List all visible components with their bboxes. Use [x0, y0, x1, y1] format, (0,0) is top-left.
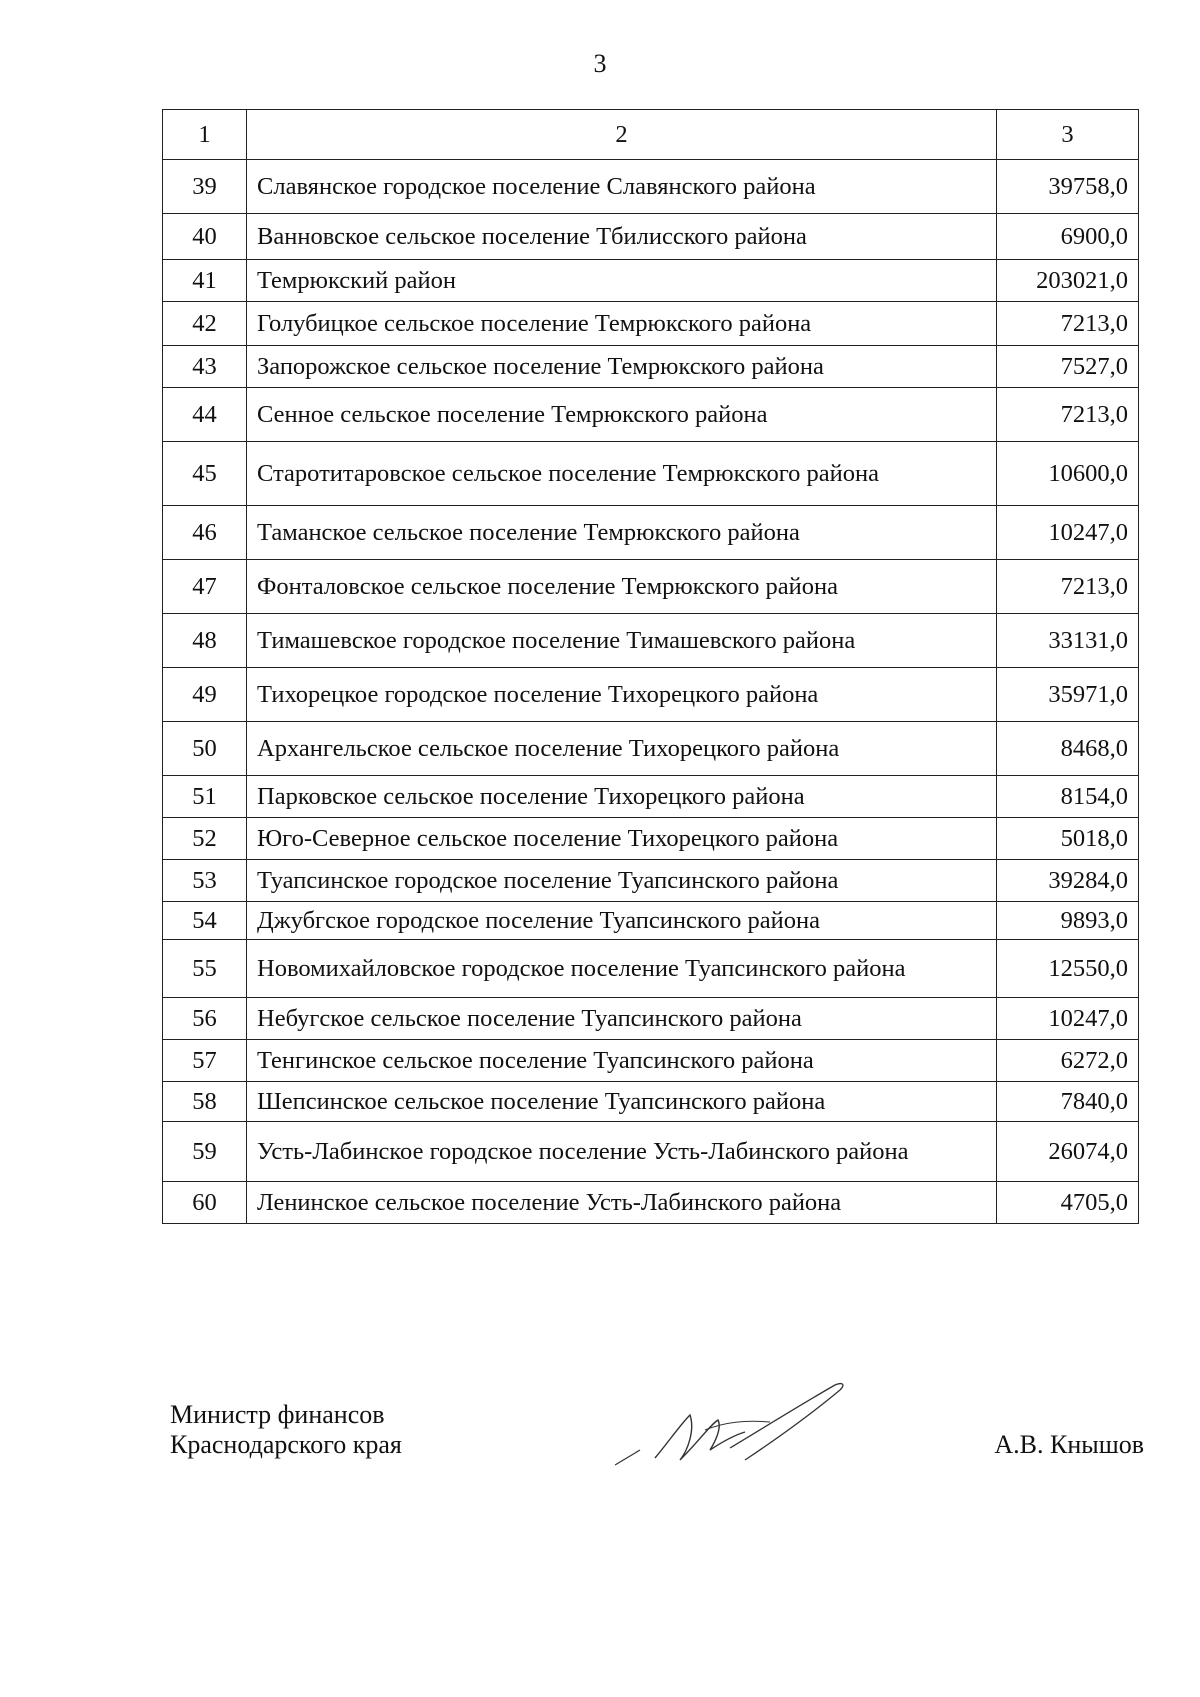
- signatory-name: А.В. Кнышов: [994, 1430, 1144, 1459]
- row-amount-cell: 6272,0: [997, 1040, 1139, 1082]
- row-number-cell: 51: [163, 776, 247, 818]
- row-number-cell: 53: [163, 860, 247, 902]
- row-name-cell: Таманское сельское поселение Темрюкского района: [247, 506, 997, 560]
- header-col-1: 1: [163, 110, 247, 160]
- signature-block: [170, 1400, 402, 1460]
- row-number-cell: 40: [163, 214, 247, 260]
- row-number-cell: 54: [163, 902, 247, 940]
- row-amount-cell: 7527,0: [997, 346, 1139, 388]
- table-row: [163, 1182, 1139, 1224]
- table-row: [163, 1122, 1139, 1182]
- row-amount-cell: 4705,0: [997, 1182, 1139, 1224]
- row-name-cell: Новомихайловское городское поселение Туапсинского района: [247, 940, 997, 998]
- page-number: 3: [593, 49, 607, 78]
- row-number-cell: 56: [163, 998, 247, 1040]
- row-number-cell: 49: [163, 668, 247, 722]
- row-number-cell: 46: [163, 506, 247, 560]
- row-name-cell: Джубгское городское поселение Туапсинского района: [247, 902, 997, 940]
- table-row: [163, 860, 1139, 902]
- row-number-cell: 52: [163, 818, 247, 860]
- row-name-cell: Усть-Лабинское городское поселение Усть-Лабинского района: [247, 1122, 997, 1182]
- row-number-cell: 59: [163, 1122, 247, 1182]
- row-name-cell: Тенгинское сельское поселение Туапсинского района: [247, 1040, 997, 1082]
- row-name-cell: Старотитаровское сельское поселение Темрюкского района: [247, 442, 997, 506]
- table-row: [163, 302, 1139, 346]
- row-amount-cell: 26074,0: [997, 1122, 1139, 1182]
- row-amount-cell: 39284,0: [997, 860, 1139, 902]
- row-number-cell: 60: [163, 1182, 247, 1224]
- row-amount-cell: 7213,0: [997, 388, 1139, 442]
- row-amount-cell: 203021,0: [997, 260, 1139, 302]
- row-name-cell: Ванновское сельское поселение Тбилисского района: [247, 214, 997, 260]
- row-number-cell: 41: [163, 260, 247, 302]
- row-amount-cell: 7840,0: [997, 1082, 1139, 1122]
- row-number-cell: 44: [163, 388, 247, 442]
- row-number-cell: 43: [163, 346, 247, 388]
- row-name-cell: Небугское сельское поселение Туапсинского района: [247, 998, 997, 1040]
- header-col-3: 3: [997, 110, 1139, 160]
- row-amount-cell: 9893,0: [997, 902, 1139, 940]
- row-name-cell: Голубицкое сельское поселение Темрюкского района: [247, 302, 997, 346]
- row-amount-cell: 10247,0: [997, 506, 1139, 560]
- table-row: [163, 346, 1139, 388]
- table-row: [163, 818, 1139, 860]
- header-col-2: 2: [247, 110, 997, 160]
- table-row: [163, 388, 1139, 442]
- row-name-cell: Юго-Северное сельское поселение Тихорецкого района: [247, 818, 997, 860]
- table-row: [163, 902, 1139, 940]
- row-amount-cell: 10247,0: [997, 998, 1139, 1040]
- row-amount-cell: 35971,0: [997, 668, 1139, 722]
- table-row: [163, 722, 1139, 776]
- table-body: [163, 110, 1139, 1224]
- row-amount-cell: 7213,0: [997, 302, 1139, 346]
- row-name-cell: Архангельское сельское поселение Тихорецкого района: [247, 722, 997, 776]
- row-amount-cell: 7213,0: [997, 560, 1139, 614]
- row-amount-cell: 10600,0: [997, 442, 1139, 506]
- row-name-cell: Тимашевское городское поселение Тимашевского района: [247, 614, 997, 668]
- row-name-cell: Темрюкский район: [247, 260, 997, 302]
- table-row: [163, 160, 1139, 214]
- table-row: [163, 442, 1139, 506]
- table-row: [163, 998, 1139, 1040]
- table-row: [163, 776, 1139, 818]
- row-amount-cell: 33131,0: [997, 614, 1139, 668]
- signatory-position-line2: Краснодарского края: [170, 1430, 402, 1459]
- row-number-cell: 50: [163, 722, 247, 776]
- row-name-cell: Шепсинское сельское поселение Туапсинского района: [247, 1082, 997, 1122]
- row-amount-cell: 8468,0: [997, 722, 1139, 776]
- table-row: [163, 506, 1139, 560]
- table-row: [163, 214, 1139, 260]
- table-row: [163, 1082, 1139, 1122]
- handwritten-signature: [610, 1370, 890, 1480]
- row-number-cell: 39: [163, 160, 247, 214]
- allocation-table: [162, 109, 1139, 1224]
- row-number-cell: 47: [163, 560, 247, 614]
- row-name-cell: Фонталовское сельское поселение Темрюкского района: [247, 560, 997, 614]
- signatory-position-line1: Министр финансов: [170, 1400, 385, 1429]
- row-number-cell: 45: [163, 442, 247, 506]
- row-number-cell: 42: [163, 302, 247, 346]
- table-row: [163, 1040, 1139, 1082]
- table-row: [163, 560, 1139, 614]
- row-amount-cell: 39758,0: [997, 160, 1139, 214]
- row-amount-cell: 6900,0: [997, 214, 1139, 260]
- row-number-cell: 48: [163, 614, 247, 668]
- row-amount-cell: 8154,0: [997, 776, 1139, 818]
- table-row: [163, 260, 1139, 302]
- row-number-cell: 58: [163, 1082, 247, 1122]
- row-name-cell: Запорожское сельское поселение Темрюкского района: [247, 346, 997, 388]
- row-name-cell: Туапсинское городское поселение Туапсинского района: [247, 860, 997, 902]
- table-row: [163, 614, 1139, 668]
- row-name-cell: Тихорецкое городское поселение Тихорецкого района: [247, 668, 997, 722]
- row-amount-cell: 5018,0: [997, 818, 1139, 860]
- table-row: [163, 668, 1139, 722]
- row-name-cell: Ленинское сельское поселение Усть-Лабинского района: [247, 1182, 997, 1224]
- row-amount-cell: 12550,0: [997, 940, 1139, 998]
- row-name-cell: Славянское городское поселение Славянского района: [247, 160, 997, 214]
- row-number-cell: 55: [163, 940, 247, 998]
- row-name-cell: Сенное сельское поселение Темрюкского района: [247, 388, 997, 442]
- table-header-row: [163, 110, 1139, 160]
- table-row: [163, 940, 1139, 998]
- row-number-cell: 57: [163, 1040, 247, 1082]
- row-name-cell: Парковское сельское поселение Тихорецкого района: [247, 776, 997, 818]
